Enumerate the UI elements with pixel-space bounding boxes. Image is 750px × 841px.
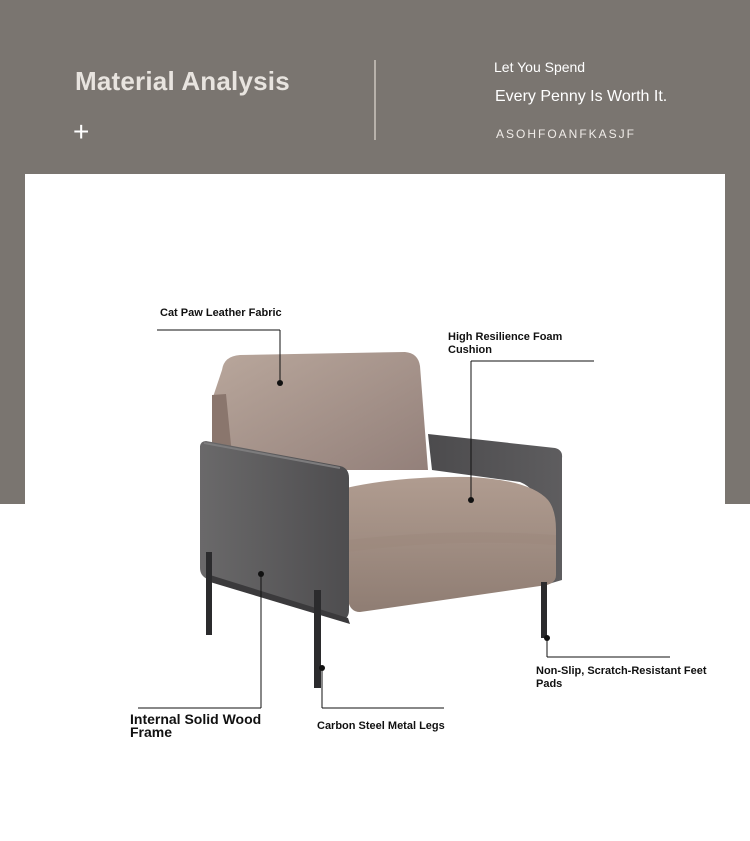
callout-frame-label-line2: Frame — [130, 724, 173, 740]
plus-icon: + — [73, 116, 90, 147]
callout-feet-line — [544, 635, 670, 657]
callout-feet-label-line2: Pads — [536, 678, 563, 690]
tagline-main: Every Penny Is Worth It. — [495, 88, 668, 105]
page-title: Material Analysis — [75, 66, 290, 96]
callout-legs-label: Carbon Steel Metal Legs — [317, 720, 445, 732]
callout-feet-label-line1: Non-Slip, Scratch-Resistant Feet — [536, 665, 707, 677]
leg-front-right — [314, 590, 321, 688]
callout-frame-label-line1: Internal Solid Wood — [130, 711, 262, 727]
tagline-small: Let You Spend — [494, 59, 586, 75]
callout-legs-line — [319, 665, 444, 708]
callout-foam-label-line2: Cushion — [448, 344, 492, 356]
callout-leather-label: Cat Paw Leather Fabric — [160, 307, 282, 319]
leg-front-left — [206, 552, 212, 635]
callout-foam-label-line1: High Resilience Foam — [448, 331, 563, 343]
tagline-code: ASOHFOANFKASJF — [496, 127, 637, 141]
left-arm — [200, 441, 349, 619]
leg-back-right — [541, 582, 547, 638]
